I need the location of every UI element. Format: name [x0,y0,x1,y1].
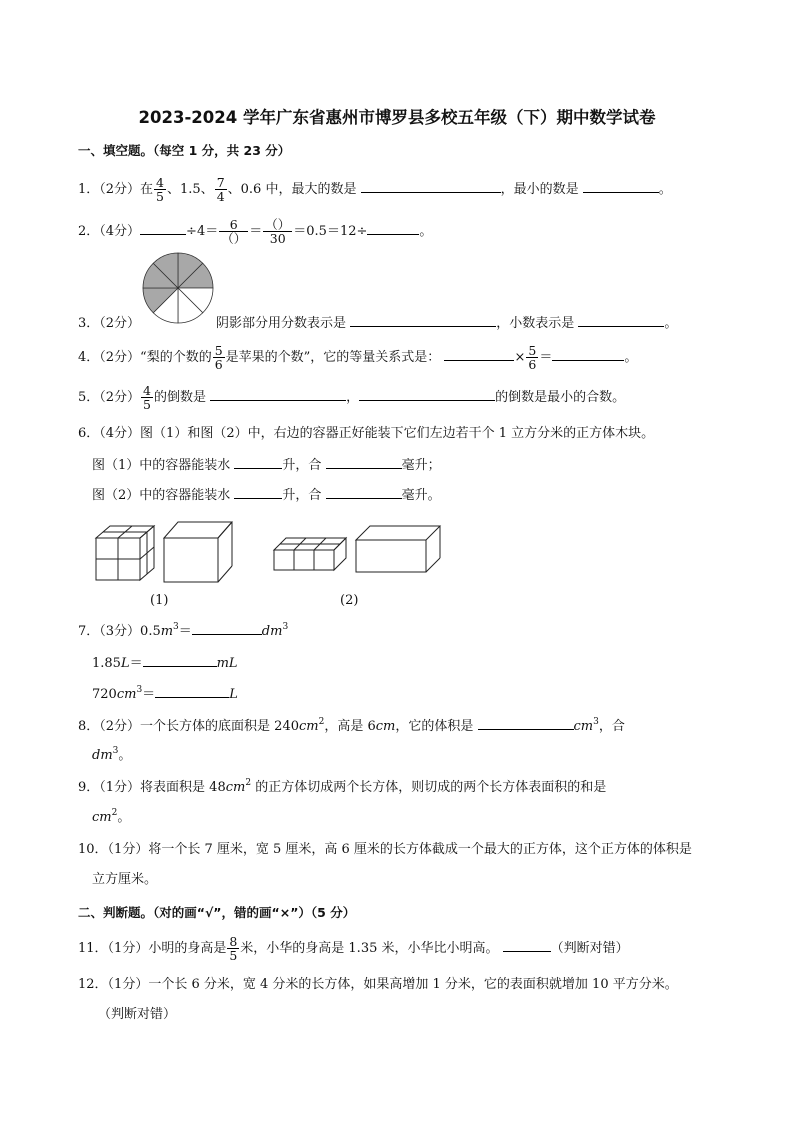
answer-blank-liters[interactable] [155,685,229,698]
figure-2-label: (2) [340,593,359,608]
question-12: 12．（1分）一个长 6 分米，宽 4 分米的长方体，如果高增加 1 分米，它的表面积就增加 10 平方分米。 [78,977,678,992]
answer-blank-dividend[interactable] [140,222,186,235]
answer-blank-ml[interactable] [143,654,217,667]
question-10: 10．（1分）将一个长 7 厘米，宽 5 厘米，高 6 厘米的长方体截成一个最大的正方体，这个正方体的体积是 [78,842,692,857]
fraction-blank-over-30: $\frac{()}{30}$ [265,217,291,247]
question-8-line-2: $dm^3$。 [92,746,132,763]
page-title: 2023-2024 学年广东省惠州市博罗县多校五年级（下）期中数学试卷 [138,108,656,127]
answer-blank-number[interactable] [359,388,495,401]
answer-blank-reciprocal[interactable] [210,388,346,401]
figure-1-label: (1) [150,593,169,608]
question-4: 4．（2分）“梨的个数的 $\frac{5}{6}$ 是苹果的个数”，它的等量关系式是： × $\frac{5}{6}$ ＝ 。 [78,343,638,373]
fraction-4-5: $\frac{4}{5}$ [156,175,164,205]
question-6-line-2: 图（1）中的容器能装水 升，合 毫升； [92,458,441,473]
answer-blank-judge-11[interactable] [503,939,551,952]
question-8: 8．（2分）一个长方体的底面积是 $240cm^2$，高是 6cm，它的体积是 $cm^3$，合 [78,717,625,734]
answer-blank-divisor[interactable] [367,222,419,235]
question-5: 5．（2分） $\frac{4}{5}$ 的倒数是 ， 的倒数是最小的合数。 [78,383,626,413]
fraction-4-5-b: $\frac{4}{5}$ [143,383,151,413]
question-10-line-2: 立方厘米。 [92,872,158,887]
answer-blank-relation-right[interactable] [552,348,624,361]
question-12-line-2: （判断对错） [98,1007,177,1022]
answer-blank-fig1-liters[interactable] [234,456,282,469]
answer-blank-volume[interactable] [478,717,574,730]
question-6-line-3: 图（2）中的容器能装水 升，合 毫升。 [92,488,441,503]
answer-blank-min[interactable] [583,180,659,193]
question-7-line-2: 1.85L＝ mL [92,656,238,671]
question-6: 6．（4分）图（1）和图（2）中，右边的容器正好能装下它们左边若干个 1 立方分米的正方体木块。 [78,426,655,441]
container-1 [164,522,232,582]
answer-blank-fig2-liters[interactable] [234,486,282,499]
section-heading-judgement: 二、判断题。（对的画“√”，错的画“×”）（5 分） [78,905,356,920]
answer-blank-fig1-ml[interactable] [326,456,402,469]
question-3: 3．（2分） 阴影部分用分数表示是 ，小数表示是 。 [78,316,678,331]
fraction-5-6-b: $\frac{5}{6}$ [528,343,537,373]
answer-blank-fraction[interactable] [350,314,496,327]
fraction-5-6: $\frac{5}{6}$ [214,343,223,373]
answer-blank-max[interactable] [361,180,501,193]
answer-blank-dm3[interactable] [192,622,262,635]
question-7: 7．（3分）$0.5m^3= dm^3$ [78,622,289,639]
question-1: 1．（2分）在 $\frac{4}{5}$ 、1.5、 $\frac{7}{4}$ 、0.6 中，最大的数是 ，最小的数是 。 [78,175,672,205]
answer-blank-relation-left[interactable] [444,348,514,361]
question-2: 2．（4分） ÷4＝ $\frac{6}{()}$ ＝ $\frac{()}{30}$ ＝0.5＝12÷ 。 [78,217,433,247]
fraction-7-4: $\frac{7}{4}$ [216,175,225,205]
question-7-line-3: $720cm^3= L$ [92,685,238,702]
fraction-8-5: $\frac{8}{5}$ [229,934,238,964]
answer-blank-fig2-ml[interactable] [326,486,402,499]
question-11: 11．（1分）小明的身高是 $\frac{8}{5}$ 米，小华的身高是 1.35 米，小华比小明高。 （判断对错） [78,934,629,964]
question-9: 9．（1分）将表面积是 $48cm^2$ 的正方体切成两个长方体，则切成的两个长方体表面积的和是 [78,778,607,795]
fraction-6-over-blank: $\frac{6}{()}$ [221,217,247,247]
cube-stack-2x2x2 [96,526,154,580]
container-2 [356,526,440,572]
section-heading-fill-blank: 一、填空题。（每空 1 分，共 23 分） [78,143,291,158]
cube-stack-3x2x1 [274,538,346,570]
cube-container-figures [90,516,450,586]
question-9-line-2: $cm^2$。 [92,808,131,825]
answer-blank-decimal[interactable] [578,314,664,327]
